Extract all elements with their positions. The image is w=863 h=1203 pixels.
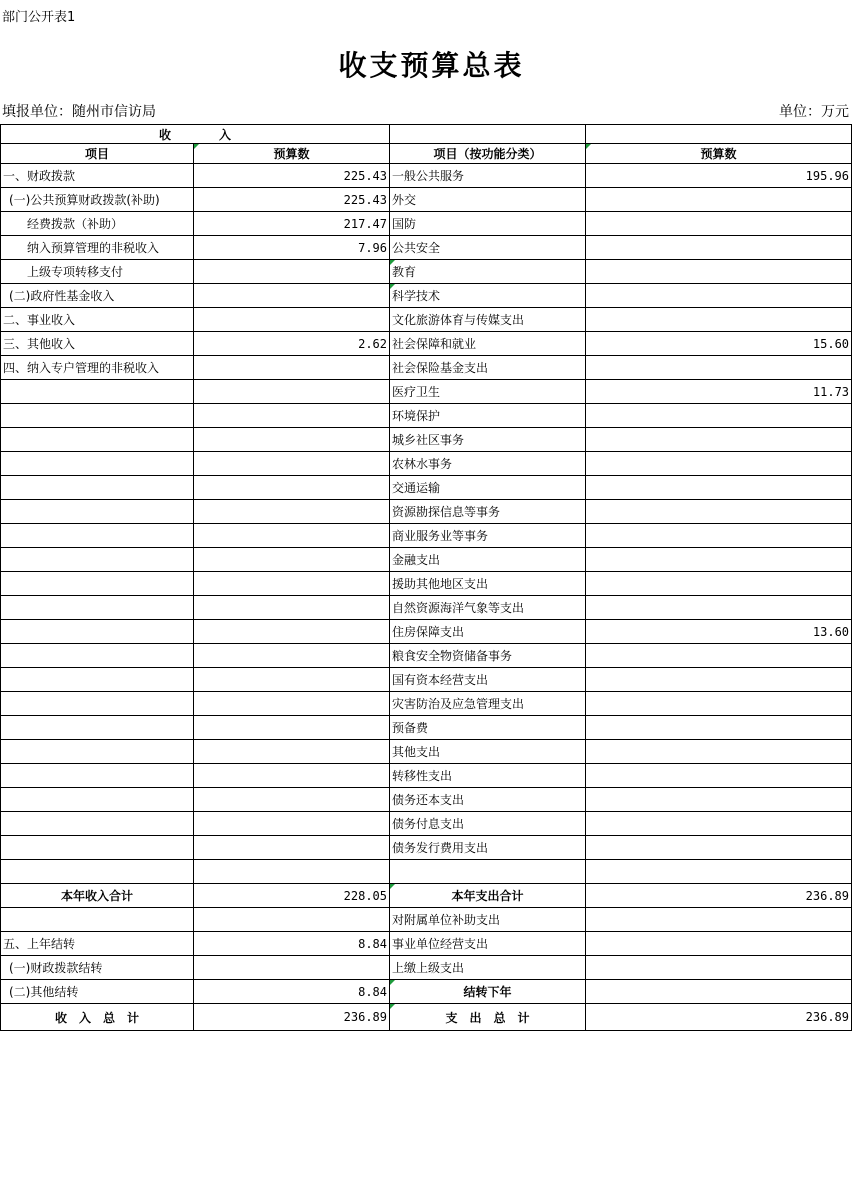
table-row: [1, 908, 852, 932]
expense-amount-cell: [586, 740, 852, 764]
expense-amount-cell: [586, 980, 852, 1004]
income-item-cell: [1, 428, 194, 452]
grand-total-row: [1, 1004, 852, 1031]
expense-amount-cell: [586, 524, 852, 548]
expense-item-cell: 外交: [390, 188, 586, 212]
income-item-cell: 五、上年结转: [1, 932, 194, 956]
col-header-income-item: 项目: [1, 144, 194, 164]
income-amount-cell: [194, 404, 390, 428]
col-header-expense-amount: 预算数: [586, 144, 852, 164]
income-item-cell: [1, 596, 194, 620]
income-item-cell: 经费拨款（补助）: [1, 212, 194, 236]
expense-amount-cell: [586, 476, 852, 500]
expense-item-cell: 资源勘探信息等事务: [390, 500, 586, 524]
income-amount-cell: [194, 308, 390, 332]
income-amount-cell: [194, 812, 390, 836]
expense-amount-cell: [586, 260, 852, 284]
table-row: [1, 596, 852, 620]
expense-amount-cell: [586, 812, 852, 836]
expense-amount-cell: [586, 500, 852, 524]
income-item-cell: (一)财政拨款结转: [1, 956, 194, 980]
expense-item-cell: 粮食安全物资储备事务: [390, 644, 586, 668]
page-title: 收支预算总表: [338, 49, 525, 82]
income-amount-cell: 225.43: [194, 188, 390, 212]
income-amount-cell: [194, 956, 390, 980]
table-row: [1, 860, 852, 884]
expense-amount-cell: [586, 596, 852, 620]
income-item-cell: 三、其他收入: [1, 332, 194, 356]
income-amount-cell: [194, 860, 390, 884]
col-header-expense-item: 项目（按功能分类）: [390, 144, 586, 164]
table-row: [1, 308, 852, 332]
table-body: [1, 164, 852, 1031]
income-item-cell: [1, 812, 194, 836]
income-amount-cell: [194, 908, 390, 932]
expense-item-cell: 文化旅游体育与传媒支出: [390, 308, 586, 332]
table-row: [1, 692, 852, 716]
income-item-cell: 一、财政拨款: [1, 164, 194, 188]
expense-item-cell: 金融支出: [390, 548, 586, 572]
expense-item-cell: 援助其他地区支出: [390, 572, 586, 596]
table-row: [1, 500, 852, 524]
expense-amount-cell: [586, 356, 852, 380]
income-amount-cell: [194, 356, 390, 380]
expense-item-cell: 一般公共服务: [390, 164, 586, 188]
income-amount-cell: [194, 620, 390, 644]
expense-item-cell: 支 出 总 计: [390, 1004, 586, 1031]
table-row: [1, 284, 852, 308]
income-amount-cell: [194, 692, 390, 716]
table-row: [1, 668, 852, 692]
income-item-cell: [1, 572, 194, 596]
income-item-cell: 纳入预算管理的非税收入: [1, 236, 194, 260]
income-item-cell: [1, 380, 194, 404]
income-item-cell: [1, 788, 194, 812]
expense-amount-cell: [586, 404, 852, 428]
expense-amount-cell: [586, 284, 852, 308]
expense-item-cell: 农林水事务: [390, 452, 586, 476]
expense-group-header: [390, 125, 586, 144]
table-row: [1, 332, 852, 356]
table-row: [1, 980, 852, 1004]
expense-amount-cell: [586, 236, 852, 260]
income-item-cell: 本年收入合计: [1, 884, 194, 908]
income-amount-cell: [194, 572, 390, 596]
income-item-cell: [1, 860, 194, 884]
expense-item-cell: 债务发行费用支出: [390, 836, 586, 860]
table-row: [1, 476, 852, 500]
income-item-cell: [1, 644, 194, 668]
income-amount-cell: [194, 260, 390, 284]
income-amount-cell: [194, 644, 390, 668]
income-item-cell: [1, 404, 194, 428]
table-row: [1, 836, 852, 860]
expense-group-header-blank: [586, 125, 852, 144]
expense-amount-cell: [586, 188, 852, 212]
expense-item-cell: 社会保险基金支出: [390, 356, 586, 380]
expense-item-cell: 其他支出: [390, 740, 586, 764]
income-item-cell: [1, 524, 194, 548]
income-item-cell: [1, 500, 194, 524]
income-group-header: 收 入: [1, 125, 390, 144]
expense-item-cell: 国防: [390, 212, 586, 236]
expense-item-cell: 城乡社区事务: [390, 428, 586, 452]
expense-amount-cell: [586, 308, 852, 332]
table-row: [1, 956, 852, 980]
income-item-cell: [1, 764, 194, 788]
expense-amount-cell: [586, 908, 852, 932]
table-row: [1, 428, 852, 452]
expense-item-cell: 教育: [390, 260, 586, 284]
subtotal-row: [1, 884, 852, 908]
table-row: [1, 620, 852, 644]
expense-item-cell: 本年支出合计: [390, 884, 586, 908]
table-row: [1, 356, 852, 380]
currency-unit: 单位：万元: [779, 104, 849, 120]
income-item-cell: [1, 836, 194, 860]
budget-summary-table: [0, 124, 852, 1031]
expense-item-cell: 对附属单位补助支出: [390, 908, 586, 932]
table-row: [1, 644, 852, 668]
income-item-cell: (二)政府性基金收入: [1, 284, 194, 308]
expense-amount-cell: [586, 452, 852, 476]
income-amount-cell: [194, 668, 390, 692]
expense-item-cell: 上缴上级支出: [390, 956, 586, 980]
expense-amount-cell: [586, 572, 852, 596]
income-item-cell: [1, 716, 194, 740]
expense-amount-cell: [586, 836, 852, 860]
expense-amount-cell: 236.89: [586, 884, 852, 908]
income-amount-cell: [194, 740, 390, 764]
reporting-unit: 填报单位：随州市信访局: [2, 104, 156, 120]
income-amount-cell: [194, 716, 390, 740]
expense-amount-cell: [586, 212, 852, 236]
income-amount-cell: [194, 452, 390, 476]
expense-amount-cell: [586, 668, 852, 692]
table-row: [1, 716, 852, 740]
income-item-cell: [1, 668, 194, 692]
expense-item-cell: 医疗卫生: [390, 380, 586, 404]
expense-amount-cell: [586, 692, 852, 716]
expense-item-cell: 住房保障支出: [390, 620, 586, 644]
expense-amount-cell: [586, 956, 852, 980]
column-header-row: [1, 144, 852, 164]
group-header-row: [1, 125, 852, 144]
expense-item-cell: [390, 860, 586, 884]
expense-item-cell: 结转下年: [390, 980, 586, 1004]
income-item-cell: 收 入 总 计: [1, 1004, 194, 1031]
income-amount-cell: 7.96: [194, 236, 390, 260]
table-row: [1, 548, 852, 572]
expense-amount-cell: [586, 428, 852, 452]
income-item-cell: [1, 476, 194, 500]
table-row: [1, 260, 852, 284]
expense-item-cell: 债务还本支出: [390, 788, 586, 812]
expense-item-cell: 国有资本经营支出: [390, 668, 586, 692]
expense-item-cell: 社会保障和就业: [390, 332, 586, 356]
expense-amount-cell: [586, 716, 852, 740]
expense-amount-cell: 195.96: [586, 164, 852, 188]
income-item-cell: [1, 620, 194, 644]
income-amount-cell: [194, 284, 390, 308]
income-amount-cell: 2.62: [194, 332, 390, 356]
expense-item-cell: 交通运输: [390, 476, 586, 500]
document-number-label: 部门公开表1: [2, 10, 76, 25]
expense-amount-cell: 236.89: [586, 1004, 852, 1031]
expense-item-cell: 预备费: [390, 716, 586, 740]
income-item-cell: 上级专项转移支付: [1, 260, 194, 284]
table-row: [1, 164, 852, 188]
expense-item-cell: 科学技术: [390, 284, 586, 308]
expense-amount-cell: [586, 860, 852, 884]
income-item-cell: 二、事业收入: [1, 308, 194, 332]
income-item-cell: (二)其他结转: [1, 980, 194, 1004]
income-amount-cell: 217.47: [194, 212, 390, 236]
table-row: [1, 188, 852, 212]
expense-amount-cell: [586, 548, 852, 572]
income-amount-cell: [194, 764, 390, 788]
income-amount-cell: [194, 428, 390, 452]
income-amount-cell: [194, 476, 390, 500]
table-row: [1, 812, 852, 836]
table-row: [1, 524, 852, 548]
expense-amount-cell: [586, 764, 852, 788]
expense-amount-cell: 11.73: [586, 380, 852, 404]
income-item-cell: [1, 548, 194, 572]
table-row: [1, 404, 852, 428]
table-row: [1, 572, 852, 596]
income-amount-cell: [194, 500, 390, 524]
col-header-income-amount: 预算数: [194, 144, 390, 164]
income-amount-cell: [194, 596, 390, 620]
expense-item-cell: 事业单位经营支出: [390, 932, 586, 956]
income-amount-cell: [194, 524, 390, 548]
expense-amount-cell: [586, 644, 852, 668]
income-amount-cell: 8.84: [194, 932, 390, 956]
income-amount-cell: 8.84: [194, 980, 390, 1004]
income-item-cell: [1, 740, 194, 764]
income-amount-cell: [194, 548, 390, 572]
expense-item-cell: 商业服务业等事务: [390, 524, 586, 548]
expense-item-cell: 公共安全: [390, 236, 586, 260]
expense-amount-cell: 15.60: [586, 332, 852, 356]
table-row: [1, 764, 852, 788]
income-item-cell: [1, 452, 194, 476]
expense-item-cell: 自然资源海洋气象等支出: [390, 596, 586, 620]
table-row: [1, 236, 852, 260]
income-item-cell: 四、纳入专户管理的非税收入: [1, 356, 194, 380]
table-row: [1, 212, 852, 236]
income-amount-cell: 225.43: [194, 164, 390, 188]
expense-amount-cell: [586, 932, 852, 956]
income-item-cell: [1, 692, 194, 716]
expense-item-cell: 灾害防治及应急管理支出: [390, 692, 586, 716]
table-row: [1, 740, 852, 764]
table-row: [1, 452, 852, 476]
income-item-cell: [1, 908, 194, 932]
expense-amount-cell: 13.60: [586, 620, 852, 644]
income-amount-cell: [194, 836, 390, 860]
expense-amount-cell: [586, 788, 852, 812]
income-amount-cell: [194, 380, 390, 404]
income-amount-cell: 236.89: [194, 1004, 390, 1031]
table-row: [1, 788, 852, 812]
expense-item-cell: 环境保护: [390, 404, 586, 428]
income-item-cell: (一)公共预算财政拨款(补助): [1, 188, 194, 212]
income-amount-cell: [194, 788, 390, 812]
expense-item-cell: 转移性支出: [390, 764, 586, 788]
table-row: [1, 932, 852, 956]
table-row: [1, 380, 852, 404]
income-amount-cell: 228.05: [194, 884, 390, 908]
expense-item-cell: 债务付息支出: [390, 812, 586, 836]
